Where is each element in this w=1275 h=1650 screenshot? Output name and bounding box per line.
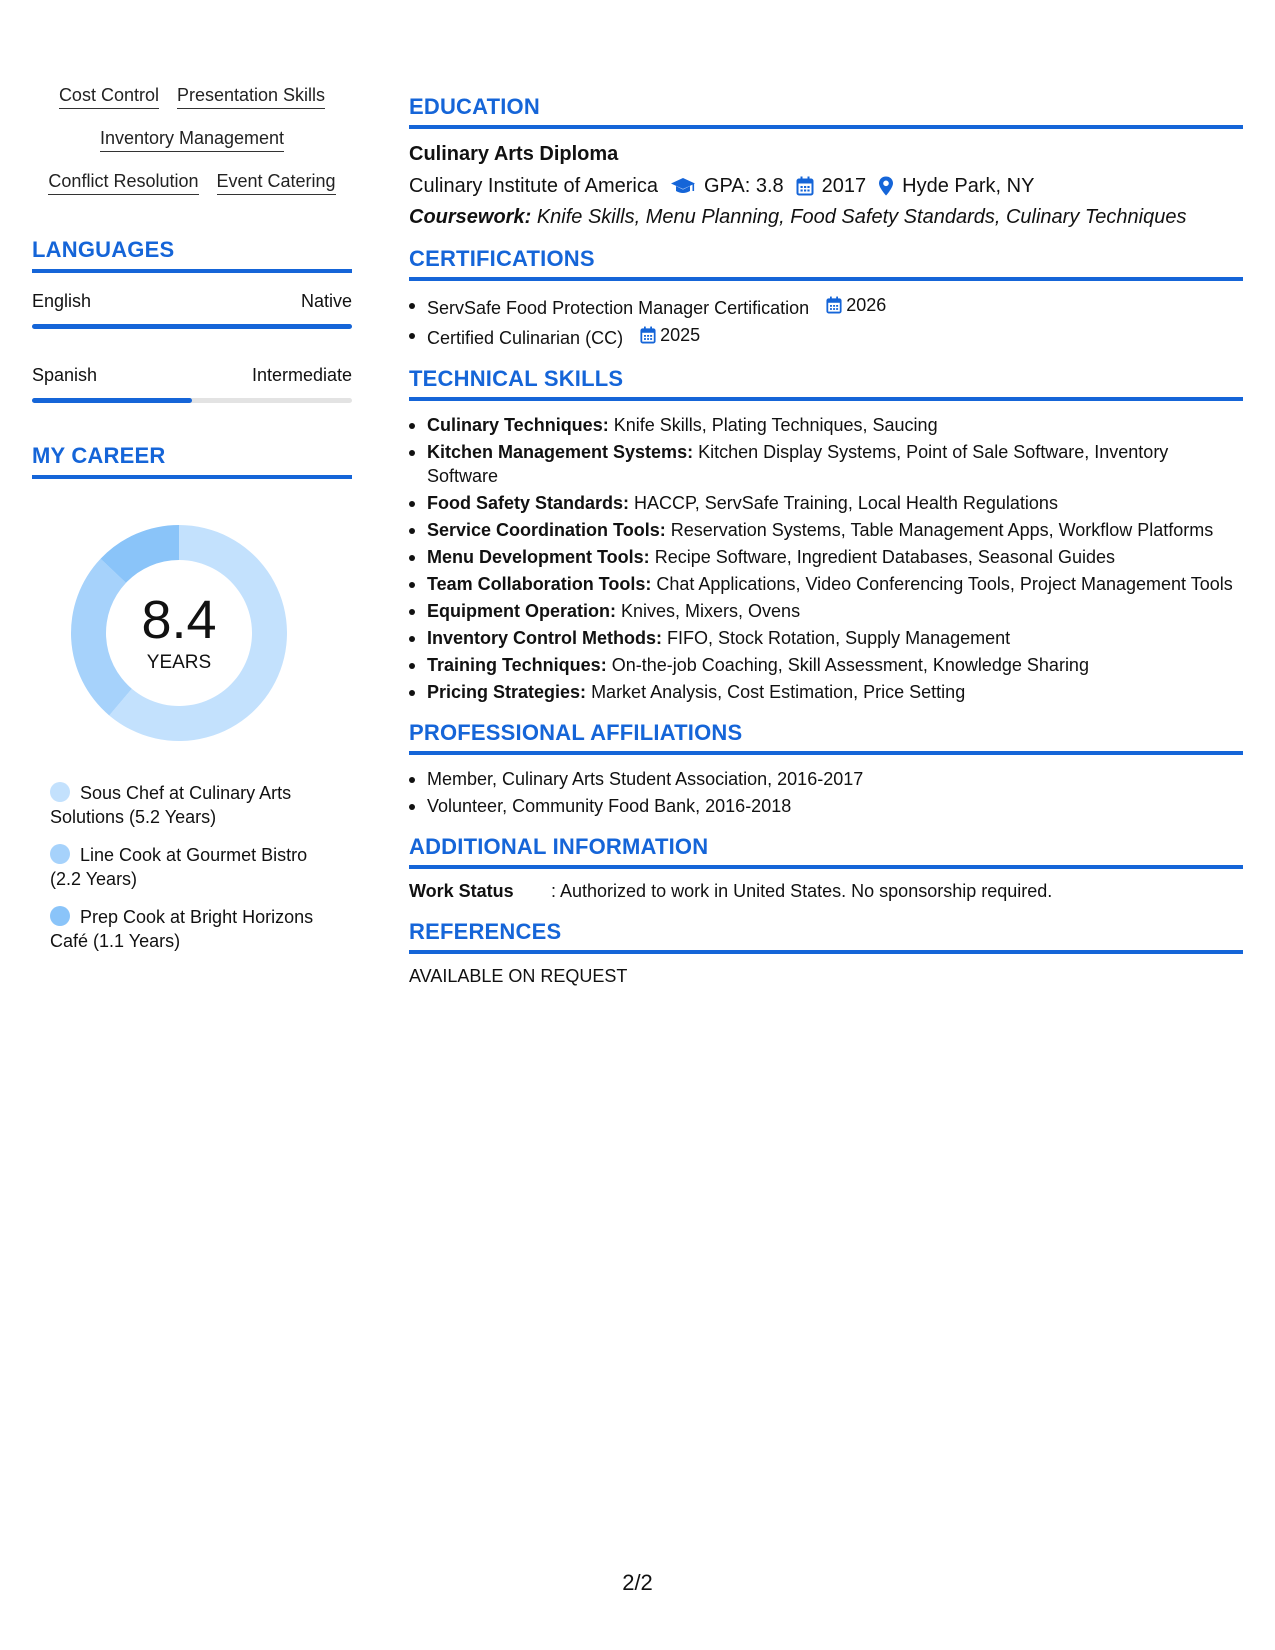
career-heading: MY CAREER <box>32 443 352 479</box>
work-status-row <box>409 879 1243 903</box>
right-column <box>409 94 1243 1003</box>
skill-values: Knives, Mixers, Ovens <box>621 601 801 621</box>
technical-skill-item <box>409 680 1243 704</box>
technical-skills-section <box>409 366 1243 704</box>
calendar-icon <box>640 326 656 344</box>
legend-label: Line Cook at Gourmet Bistro (2.2 Years) <box>50 845 308 889</box>
references-heading: REFERENCES <box>409 919 1243 954</box>
certification-item <box>409 323 1243 350</box>
skill-values: HACCP, ServSafe Training, Local Health Regulations <box>634 493 1058 513</box>
skill-values: Kitchen Display Systems, Point of Sale Software, Inventory Software <box>427 442 1169 486</box>
references-value: AVAILABLE ON REQUEST <box>409 966 628 986</box>
affiliations-section <box>409 720 1243 818</box>
language-name: English <box>32 291 92 311</box>
certification-name: ServSafe Food Protection Manager Certification <box>427 298 810 318</box>
skill-tag: Inventory Management <box>100 127 284 152</box>
technical-skill-item <box>409 413 1243 437</box>
skill-tag-row <box>32 127 352 152</box>
skill-tag: Presentation Skills <box>177 84 325 109</box>
skill-tag-row <box>32 84 352 109</box>
skill-values: Market Analysis, Cost Estimation, Price Setting <box>591 682 966 702</box>
skill-values: Recipe Software, Ingredient Databases, Seasonal Guides <box>654 547 1115 567</box>
page-number: 2/2 <box>622 1570 653 1595</box>
graduation-year: 2017 <box>821 175 867 197</box>
language-bar-fill <box>32 398 192 403</box>
languages-list <box>32 291 352 403</box>
languages-section <box>32 237 352 403</box>
certification-year: 2026 <box>846 295 887 315</box>
skill-values: Knife Skills, Plating Techniques, Saucing <box>613 415 938 435</box>
skill-category: Kitchen Management Systems: <box>427 442 694 462</box>
career-section <box>32 443 352 953</box>
career-legend-item <box>50 843 332 891</box>
skill-tag: Conflict Resolution <box>48 170 198 195</box>
legend-dot <box>50 906 70 926</box>
work-status-label: Work Status <box>409 881 514 901</box>
skill-category: Culinary Techniques: <box>427 415 609 435</box>
technical-skill-item <box>409 653 1243 677</box>
affiliation-item: Volunteer, Community Food Bank, 2016-2018 <box>409 794 1243 818</box>
work-status-value: : Authorized to work in United States. No sponsorship required. <box>551 881 1053 901</box>
technical-skills-list <box>409 413 1243 704</box>
skill-category: Menu Development Tools: <box>427 547 650 567</box>
language-bar-fill <box>32 324 352 329</box>
skill-category: Equipment Operation: <box>427 601 616 621</box>
skill-values: Reservation Systems, Table Management Apps, Workflow Platforms <box>670 520 1214 540</box>
education-section <box>409 94 1243 230</box>
skill-values: Chat Applications, Video Conferencing Tools, Project Management Tools <box>656 574 1233 594</box>
location-pin-icon <box>878 176 894 196</box>
technical-skill-item <box>409 572 1243 596</box>
technical-skill-item <box>409 599 1243 623</box>
career-legend-item <box>50 781 332 829</box>
school-location: Hyde Park, NY <box>902 175 1035 197</box>
education-details <box>409 173 1243 199</box>
language-level: Native <box>300 291 352 311</box>
certification-item <box>409 293 1243 320</box>
legend-dot <box>50 782 70 802</box>
additional-info-section <box>409 834 1243 903</box>
languages-heading: LANGUAGES <box>32 237 352 273</box>
degree-title: Culinary Arts Diploma <box>409 143 619 165</box>
skill-values: FIFO, Stock Rotation, Supply Management <box>667 628 1011 648</box>
career-legend <box>32 781 332 953</box>
language-item <box>32 365 352 403</box>
affiliation-item: Member, Culinary Arts Student Association, 2016-2017 <box>409 767 1243 791</box>
skill-category: Inventory Control Methods: <box>427 628 662 648</box>
career-unit: YEARS <box>146 652 212 673</box>
school-name: Culinary Institute of America <box>409 175 658 197</box>
skill-category: Food Safety Standards: <box>427 493 630 513</box>
education-heading: EDUCATION <box>409 94 1243 129</box>
language-level: Intermediate <box>251 365 352 385</box>
coursework <box>409 204 1243 230</box>
skill-category: Team Collaboration Tools: <box>427 574 652 594</box>
certifications-section <box>409 246 1243 350</box>
legend-dot <box>50 844 70 864</box>
technical-skills-heading: TECHNICAL SKILLS <box>409 366 1243 401</box>
career-legend-item <box>50 905 332 953</box>
left-column <box>32 84 352 967</box>
references-section <box>409 919 1243 987</box>
language-bar <box>32 398 352 403</box>
affiliations-heading: PROFESSIONAL AFFILIATIONS <box>409 720 1243 755</box>
skill-tag: Cost Control <box>59 84 159 109</box>
coursework-label: Coursework: <box>409 206 532 228</box>
legend-label: Prep Cook at Bright Horizons Café (1.1 Years) <box>50 907 314 951</box>
gpa: GPA: 3.8 <box>704 175 784 197</box>
legend-label: Sous Chef at Culinary Arts Solutions (5.2 Years) <box>50 783 292 827</box>
skill-category: Pricing Strategies: <box>427 682 587 702</box>
calendar-icon <box>796 176 814 196</box>
affiliations-list <box>409 767 1243 818</box>
career-total: 8.4 <box>141 590 217 650</box>
skill-tag: Event Catering <box>217 170 336 195</box>
certification-year: 2025 <box>660 325 701 345</box>
skill-tag-row <box>32 170 352 195</box>
coursework-list: Knife Skills, Menu Planning, Food Safety Standards, Culinary Techniques <box>536 206 1187 228</box>
career-donut <box>67 521 291 745</box>
certifications-list <box>409 293 1243 350</box>
technical-skill-item <box>409 440 1243 488</box>
language-item <box>32 291 352 329</box>
language-name: Spanish <box>32 365 98 385</box>
technical-skill-item <box>409 518 1243 542</box>
skill-values: On-the-job Coaching, Skill Assessment, Knowledge Sharing <box>611 655 1089 675</box>
technical-skill-item <box>409 626 1243 650</box>
technical-skill-item <box>409 491 1243 515</box>
skill-category: Training Techniques: <box>427 655 607 675</box>
certifications-heading: CERTIFICATIONS <box>409 246 1243 281</box>
certification-name: Certified Culinarian (CC) <box>427 328 624 348</box>
graduation-cap-icon <box>670 176 696 196</box>
skill-tags <box>32 84 352 195</box>
language-bar <box>32 324 352 329</box>
technical-skill-item <box>409 545 1243 569</box>
additional-info-heading: ADDITIONAL INFORMATION <box>409 834 1243 869</box>
calendar-icon <box>826 296 842 314</box>
skill-category: Service Coordination Tools: <box>427 520 666 540</box>
